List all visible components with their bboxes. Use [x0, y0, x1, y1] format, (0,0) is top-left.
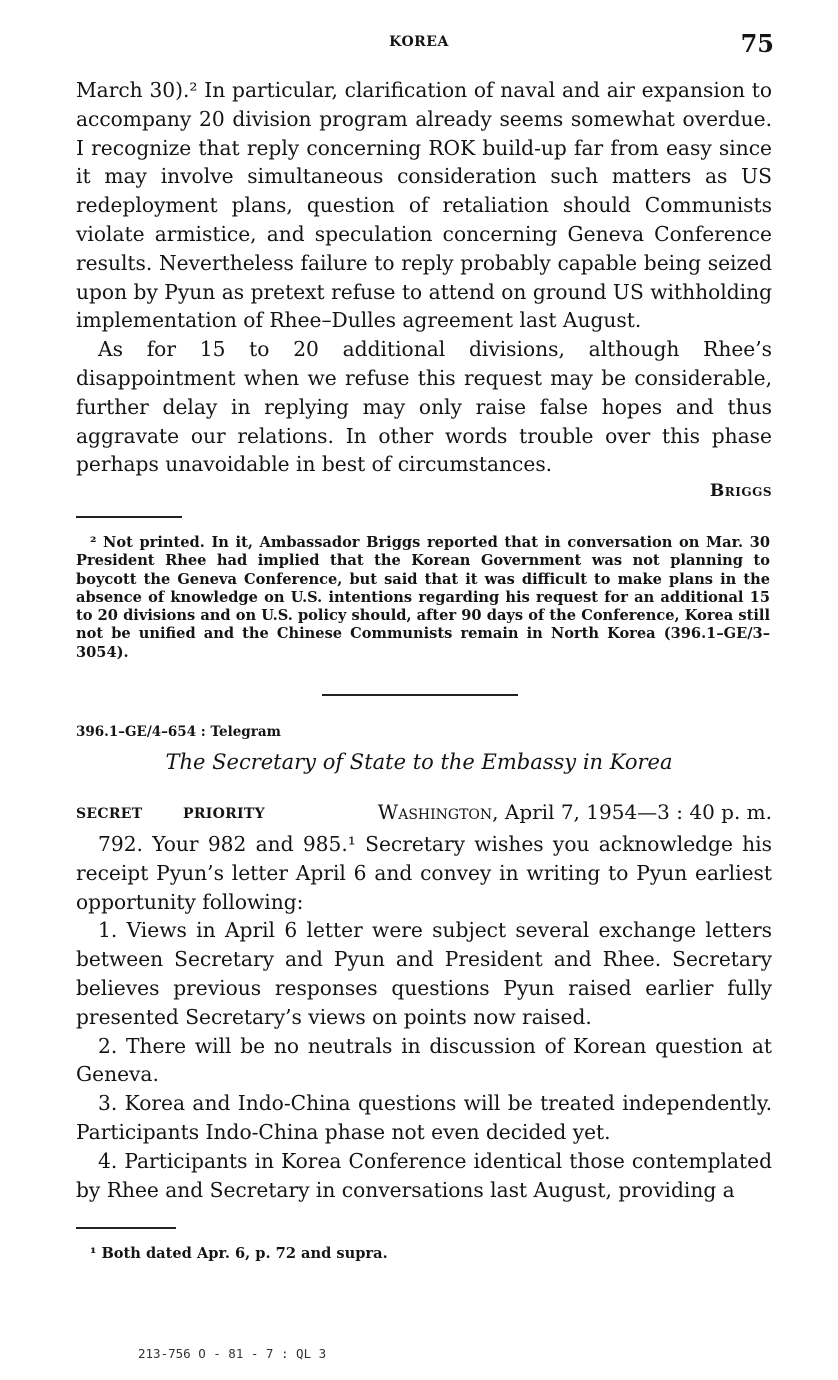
section-divider: [322, 694, 518, 696]
classification-label: SECRET: [76, 806, 143, 822]
document-heading: The Secretary of State to the Embassy in Korea: [165, 750, 673, 774]
doc1-body: [76, 76, 772, 479]
dateline-place: Washington,: [377, 800, 499, 824]
precedence-label: PRIORITY: [183, 806, 265, 822]
doc2-footnote: ¹ Both dated Apr. 6, p. 72 and supra.: [90, 1245, 388, 1262]
running-head: KOREA: [389, 34, 449, 50]
footnote-rule: [76, 516, 182, 518]
printer-imprint: 213-756 O - 81 - 7 : QL 3: [138, 1346, 327, 1361]
doc1-footnote: ² Not printed. In it, Ambassador Briggs reported that in conversation on Mar. 30 President Rhee had implied that the Korean Government was not planning to boycott the Geneva Conference, but said that it was difficult to make plans in the absence of knowledge on U.S. intentions regarding his request for an additional 15 to 20 divisions and on U.S. policy should, after 90 days of the Conference, Korea still not be unified and the Chinese Communists remain in North Korea (396.1–GE/3–3054).: [76, 534, 770, 661]
signature: Briggs: [709, 481, 772, 501]
file-reference: 396.1–GE/4–654 : Telegram: [76, 724, 281, 740]
dateline: [378, 800, 772, 824]
doc1-footnote-block: [76, 534, 770, 662]
page-number: 75: [740, 29, 774, 58]
doc2-item-3: 3. Korea and Indo-China questions will be treated independently. Participants Indo-China phase not even decided yet.: [76, 1091, 772, 1144]
doc2-item-2: 2. There will be no neutrals in discussion of Korean question at Geneva.: [76, 1033, 772, 1087]
doc2-item-1: 1. Views in April 6 letter were subject several exchange letters between Secretary and Pyun and President and Rhee. Secretary believes previous responses questions Pyun raised earlier fully presented Secretary’s views on points now raised.: [76, 918, 772, 1029]
footnote-rule-2: [76, 1227, 176, 1229]
dateline-time: April 7, 1954—3 : 40 p. m.: [504, 800, 772, 824]
doc2-item-4: 4. Participants in Korea Conference identical those contemplated by Rhee and Secretary in conversations last August, providing a: [76, 1148, 772, 1202]
doc1-paragraph-1: March 30).² In particular, clarification of naval and air expansion to accompany 20 division program already seems somewhat overdue. I recognize that reply concerning ROK build-up far from easy since it may involve simultaneous consideration such matters as US redeployment plans, question of retaliation should Communists violate armistice, and speculation concerning Geneva Conference results. Nevertheless failure to reply probably capable being seized upon by Pyun as pretext refuse to attend on ground US withholding implementation of Rhee–Dulles agreement last August.: [76, 78, 772, 333]
doc2-footnote-block: [76, 1245, 770, 1263]
doc2-paragraph-1: 792. Your 982 and 985.¹ Secretary wishes you acknowledge his receipt Pyun’s letter April 6 and convey in writing to Pyun earliest opportunity following:: [76, 832, 772, 914]
doc2-body: [76, 830, 772, 1204]
doc1-paragraph-2: As for 15 to 20 additional divisions, although Rhee’s disappointment when we refuse this request may be considerable, further delay in replying may only raise false hopes and thus aggravate our relations. In other words trouble over this phase perhaps unavoidable in best of circumstances.: [76, 337, 772, 477]
